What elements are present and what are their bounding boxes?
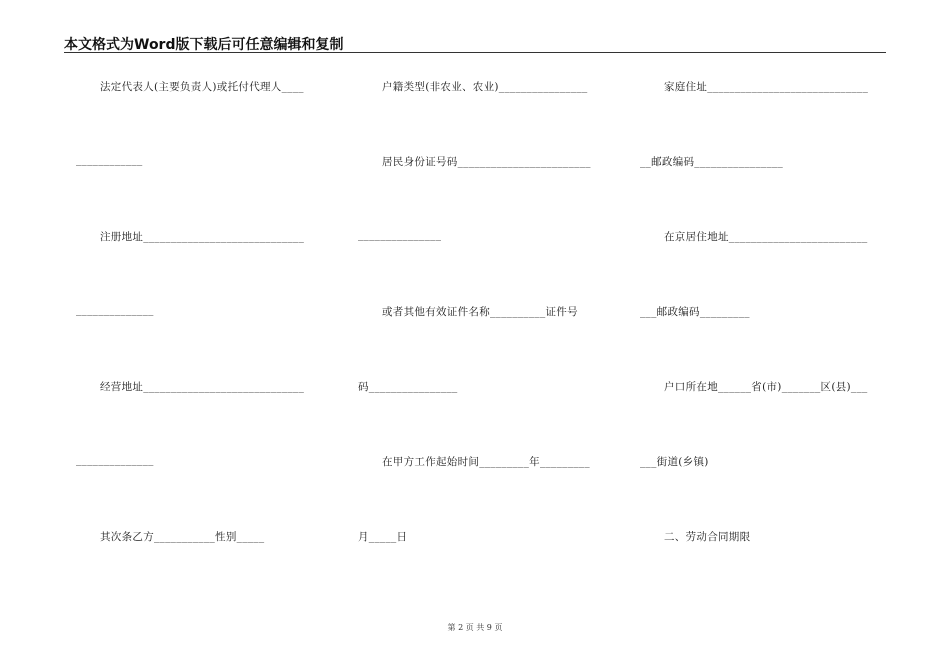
field-beijing-address: 在京居住地址_________________________ (664, 231, 868, 243)
field-id-number: 居民身份证号码________________________ (382, 156, 591, 168)
field-month-day: 月_____日 (358, 531, 408, 543)
field-street: ___街道(乡镇) (640, 456, 709, 468)
field-hukou-location: 户口所在地______省(市)_______区(县)___ (664, 381, 868, 393)
field-blank-line: ____________ (76, 154, 143, 166)
field-registered-address: 注册地址_____________________________ (100, 231, 305, 243)
field-blank-line: _______________ (358, 229, 442, 241)
field-postal-code: __邮政编码________________ (640, 156, 784, 168)
field-household-type: 户籍类型(非农业、农业)________________ (382, 81, 588, 93)
header-divider (64, 52, 886, 53)
field-home-address: 家庭住址_____________________________ (664, 81, 869, 93)
field-blank-line: ______________ (76, 304, 154, 316)
field-legal-representative: 法定代表人(主要负责人)或托付代理人____ (100, 81, 304, 93)
document-header-title: 本文格式为Word版下载后可任意编辑和复制 (64, 37, 344, 53)
field-postal-code: ___邮政编码_________ (640, 306, 750, 318)
field-blank-line: ______________ (76, 454, 154, 466)
field-start-date: 在甲方工作起始时间_________年_________ (382, 456, 590, 468)
field-party-b-gender: 其次条乙方___________性别_____ (100, 531, 265, 543)
field-other-certificate: 或者其他有效证件名称__________证件号 (382, 306, 578, 318)
page-number: 第 2 页 共 9 页 (447, 623, 503, 632)
field-certificate-number: 码________________ (358, 381, 458, 393)
section-heading-contract-term: 二、劳动合同期限 (664, 531, 751, 543)
field-business-address: 经营地址_____________________________ (100, 381, 305, 393)
